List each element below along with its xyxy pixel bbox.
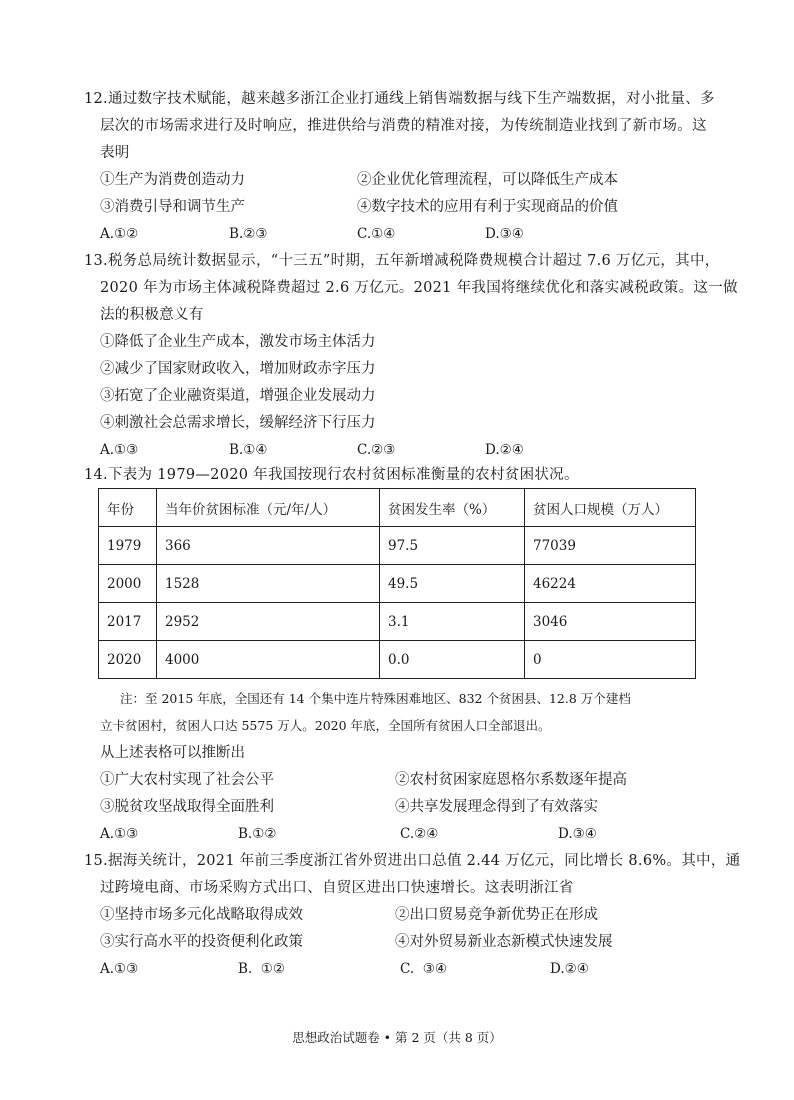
q14-choice-a: A.①③ (100, 826, 139, 842)
q14-statement-2: ②农村贫困家庭恩格尔系数逐年提高 (395, 772, 627, 788)
table-cell: 366 (157, 527, 380, 565)
q14-intro: 14.下表为 1979—2020 年我国按现行农村贫困标准衡量的农村贫困状况。 (84, 467, 579, 483)
q12-line-1: 12.通过数字技术赋能，越来越多浙江企业打通线上销售端数据与线下生产端数据，对小批量、多 (84, 91, 715, 107)
q13-choice-d: D.②④ (485, 442, 524, 458)
q14-choice-c: C.②④ (400, 826, 439, 842)
q13-line-2: 2020 年为市场主体减税降费超过 2.6 万亿元。2021 年我国将继续优化和落实减税政策。这一做 (100, 280, 738, 296)
q13-line-3: 法的积极意义有 (100, 307, 204, 323)
table-cell: 2952 (157, 603, 380, 641)
table-header-cell: 年份 (99, 489, 157, 527)
q12-statement-2: ②企业优化管理流程，可以降低生产成本 (357, 172, 618, 188)
table-cell: 2020 (99, 641, 157, 679)
q15-choice-a: A.①③ (100, 961, 139, 977)
table-cell: 3046 (525, 603, 696, 641)
table-row (99, 565, 696, 603)
q13-statement-4: ④刺激社会总需求增长，缓解经济下行压力 (100, 415, 376, 431)
table-header-cell: 贫困人口规模（万人） (525, 489, 696, 527)
q12-line-3: 表明 (100, 145, 130, 161)
q15-choice-b: B. ①② (238, 961, 285, 977)
table-cell: 3.1 (380, 603, 525, 641)
table-row (99, 641, 696, 679)
q13-choice-a: A.①③ (100, 442, 139, 458)
q15-line-1: 15.据海关统计，2021 年前三季度浙江省外贸进出口总值 2.44 万亿元，同比增长 8.6%。其中，通 (84, 853, 741, 869)
q15-choice-c: C. ③④ (400, 961, 447, 977)
q14-statement-3: ③脱贫攻坚战取得全面胜利 (100, 799, 274, 815)
table-cell: 46224 (525, 565, 696, 603)
q13-choice-b: B.①④ (229, 442, 268, 458)
q14-note-line-2: 立卡贫困村，贫困人口达 5575 万人。2020 年底，全国所有贫困人口全部退出。 (100, 718, 551, 733)
q14-choice-d: D.③④ (558, 826, 597, 842)
page-footer: 思想政治试题卷 • 第 2 页（共 8 页） (292, 1030, 502, 1045)
table-header-cell: 贫困发生率（%） (380, 489, 525, 527)
q13-statement-1: ①降低了企业生产成本，激发市场主体活力 (100, 334, 376, 350)
q15-statement-2: ②出口贸易竞争新优势正在形成 (395, 907, 598, 923)
q15-statement-4: ④对外贸易新业态新模式快速发展 (395, 934, 613, 950)
table-cell: 4000 (157, 641, 380, 679)
q15-choice-d: D.②④ (550, 961, 589, 977)
table-row (99, 603, 696, 641)
q15-statement-1: ①坚持市场多元化战略取得成效 (100, 907, 303, 923)
q12-choice-d: D.③④ (485, 226, 524, 242)
table-cell: 77039 (525, 527, 696, 565)
table-cell: 2000 (99, 565, 157, 603)
q14-statement-4: ④共享发展理念得到了有效落实 (395, 799, 598, 815)
table-cell: 0 (525, 641, 696, 679)
table-cell: 1528 (157, 565, 380, 603)
q13-choice-c: C.②③ (357, 442, 396, 458)
q15-statement-3: ③实行高水平的投资便利化政策 (100, 934, 303, 950)
table-row (99, 527, 696, 565)
q13-line-1: 13.税务总局统计数据显示，“十三五”时期，五年新增减税降费规模合计超过 7.6 万亿元，其中， (84, 253, 720, 269)
table-cell: 97.5 (380, 527, 525, 565)
q12-statement-3: ③消费引导和调节生产 (100, 199, 245, 215)
q15-line-2: 过跨境电商、市场采购方式出口、自贸区进出口快速增长。这表明浙江省 (100, 880, 574, 896)
q12-statement-1: ①生产为消费创造动力 (100, 172, 245, 188)
table-cell: 0.0 (380, 641, 525, 679)
table-cell: 1979 (99, 527, 157, 565)
q14-question: 从上述表格可以推断出 (100, 745, 245, 761)
table-cell: 2017 (99, 603, 157, 641)
poverty-table (98, 488, 696, 679)
q12-line-2: 层次的市场需求进行及时响应，推进供给与消费的精准对接，为传统制造业找到了新市场。这 (100, 118, 707, 134)
q12-choice-b: B.②③ (229, 226, 268, 242)
q14-note-line-1: 注：至 2015 年底，全国还有 14 个集中连片特殊困难地区、832 个贫困县、12.8 万个建档 (120, 691, 631, 706)
table-cell: 49.5 (380, 565, 525, 603)
q14-statement-1: ①广大农村实现了社会公平 (100, 772, 274, 788)
table-header-row (99, 489, 696, 527)
q13-statement-3: ③拓宽了企业融资渠道，增强企业发展动力 (100, 388, 376, 404)
q13-statement-2: ②减少了国家财政收入，增加财政赤字压力 (100, 361, 376, 377)
table-header-cell: 当年价贫困标准（元/年/人） (157, 489, 380, 527)
q12-statement-4: ④数字技术的应用有利于实现商品的价值 (357, 199, 618, 215)
q14-choice-b: B.①② (238, 826, 277, 842)
q12-choice-a: A.①② (100, 226, 139, 242)
q12-choice-c: C.①④ (357, 226, 396, 242)
